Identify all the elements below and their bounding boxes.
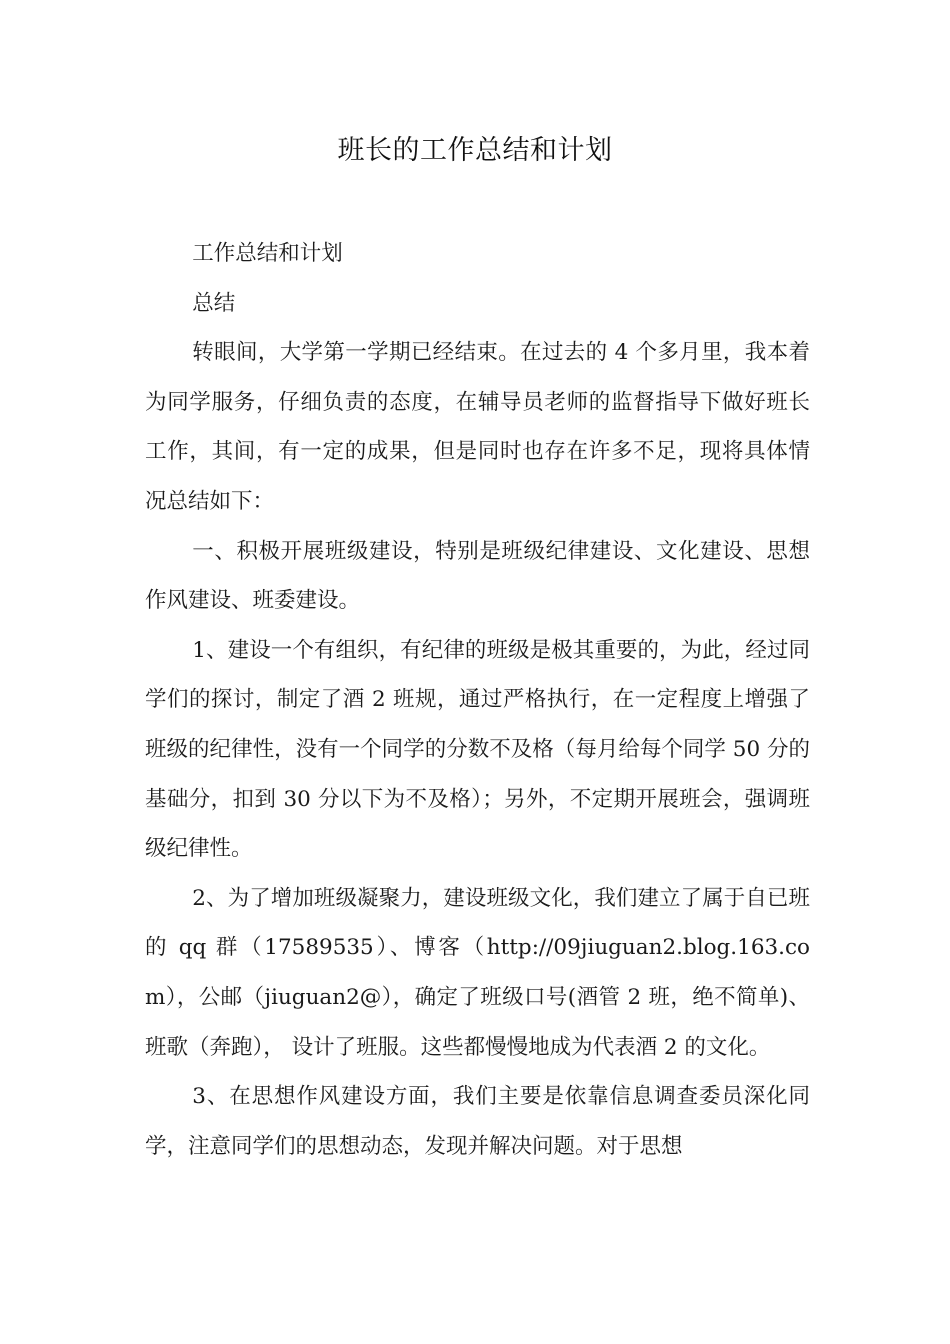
paragraph-section-one: 一、积极开展班级建设，特别是班级纪律建设、文化建设、思想作风建设、班委建设。 xyxy=(145,538,810,614)
paragraph-item-2: 2、为了增加班级凝聚力，建设班级文化，我们建立了属于自已班的 qq 群（17589535）、博客（http://09jiuguan2.blog.163.com），公邮（jiuguan2@），确定了班级口号(酒管 2 班，绝不简单)、班歌（奔跑）， 设计了班服。这些都慢慢地成为代表酒 2 的文化。 xyxy=(145,885,810,1060)
paragraph-item-1: 1、建设一个有组织，有纪律的班级是极其重要的，为此，经过同学们的探讨，制定了酒 2 班规，通过严格执行，在一定程度上增强了班级的纪律性，没有一个同学的分数不及格（每月给每个同学 50 分的基础分，扣到 30 分以下为不及格）；另外，不定期开展班会，强调班级纪律性。 xyxy=(145,637,810,862)
paragraph-intro: 转眼间，大学第一学期已经结束。在过去的 4 个多月里，我本着为同学服务，仔细负责的态度，在辅导员老师的监督指导下做好班长工作，其间，有一定的成果，但是同时也存在许多不足，现将具体情况总结如下： xyxy=(145,340,810,514)
paragraph-heading-summary-plan: 工作总结和计划 xyxy=(192,241,343,266)
document-body xyxy=(145,229,810,1171)
paragraph-item-3: 3、在思想作风建设方面，我们主要是依靠信息调查委员深化同学，注意同学们的思想动态，发现并解决问题。对于思想 xyxy=(145,1084,810,1159)
paragraph-heading-summary: 总结 xyxy=(192,290,236,316)
document-title: 班长的工作总结和计划 xyxy=(337,135,613,166)
